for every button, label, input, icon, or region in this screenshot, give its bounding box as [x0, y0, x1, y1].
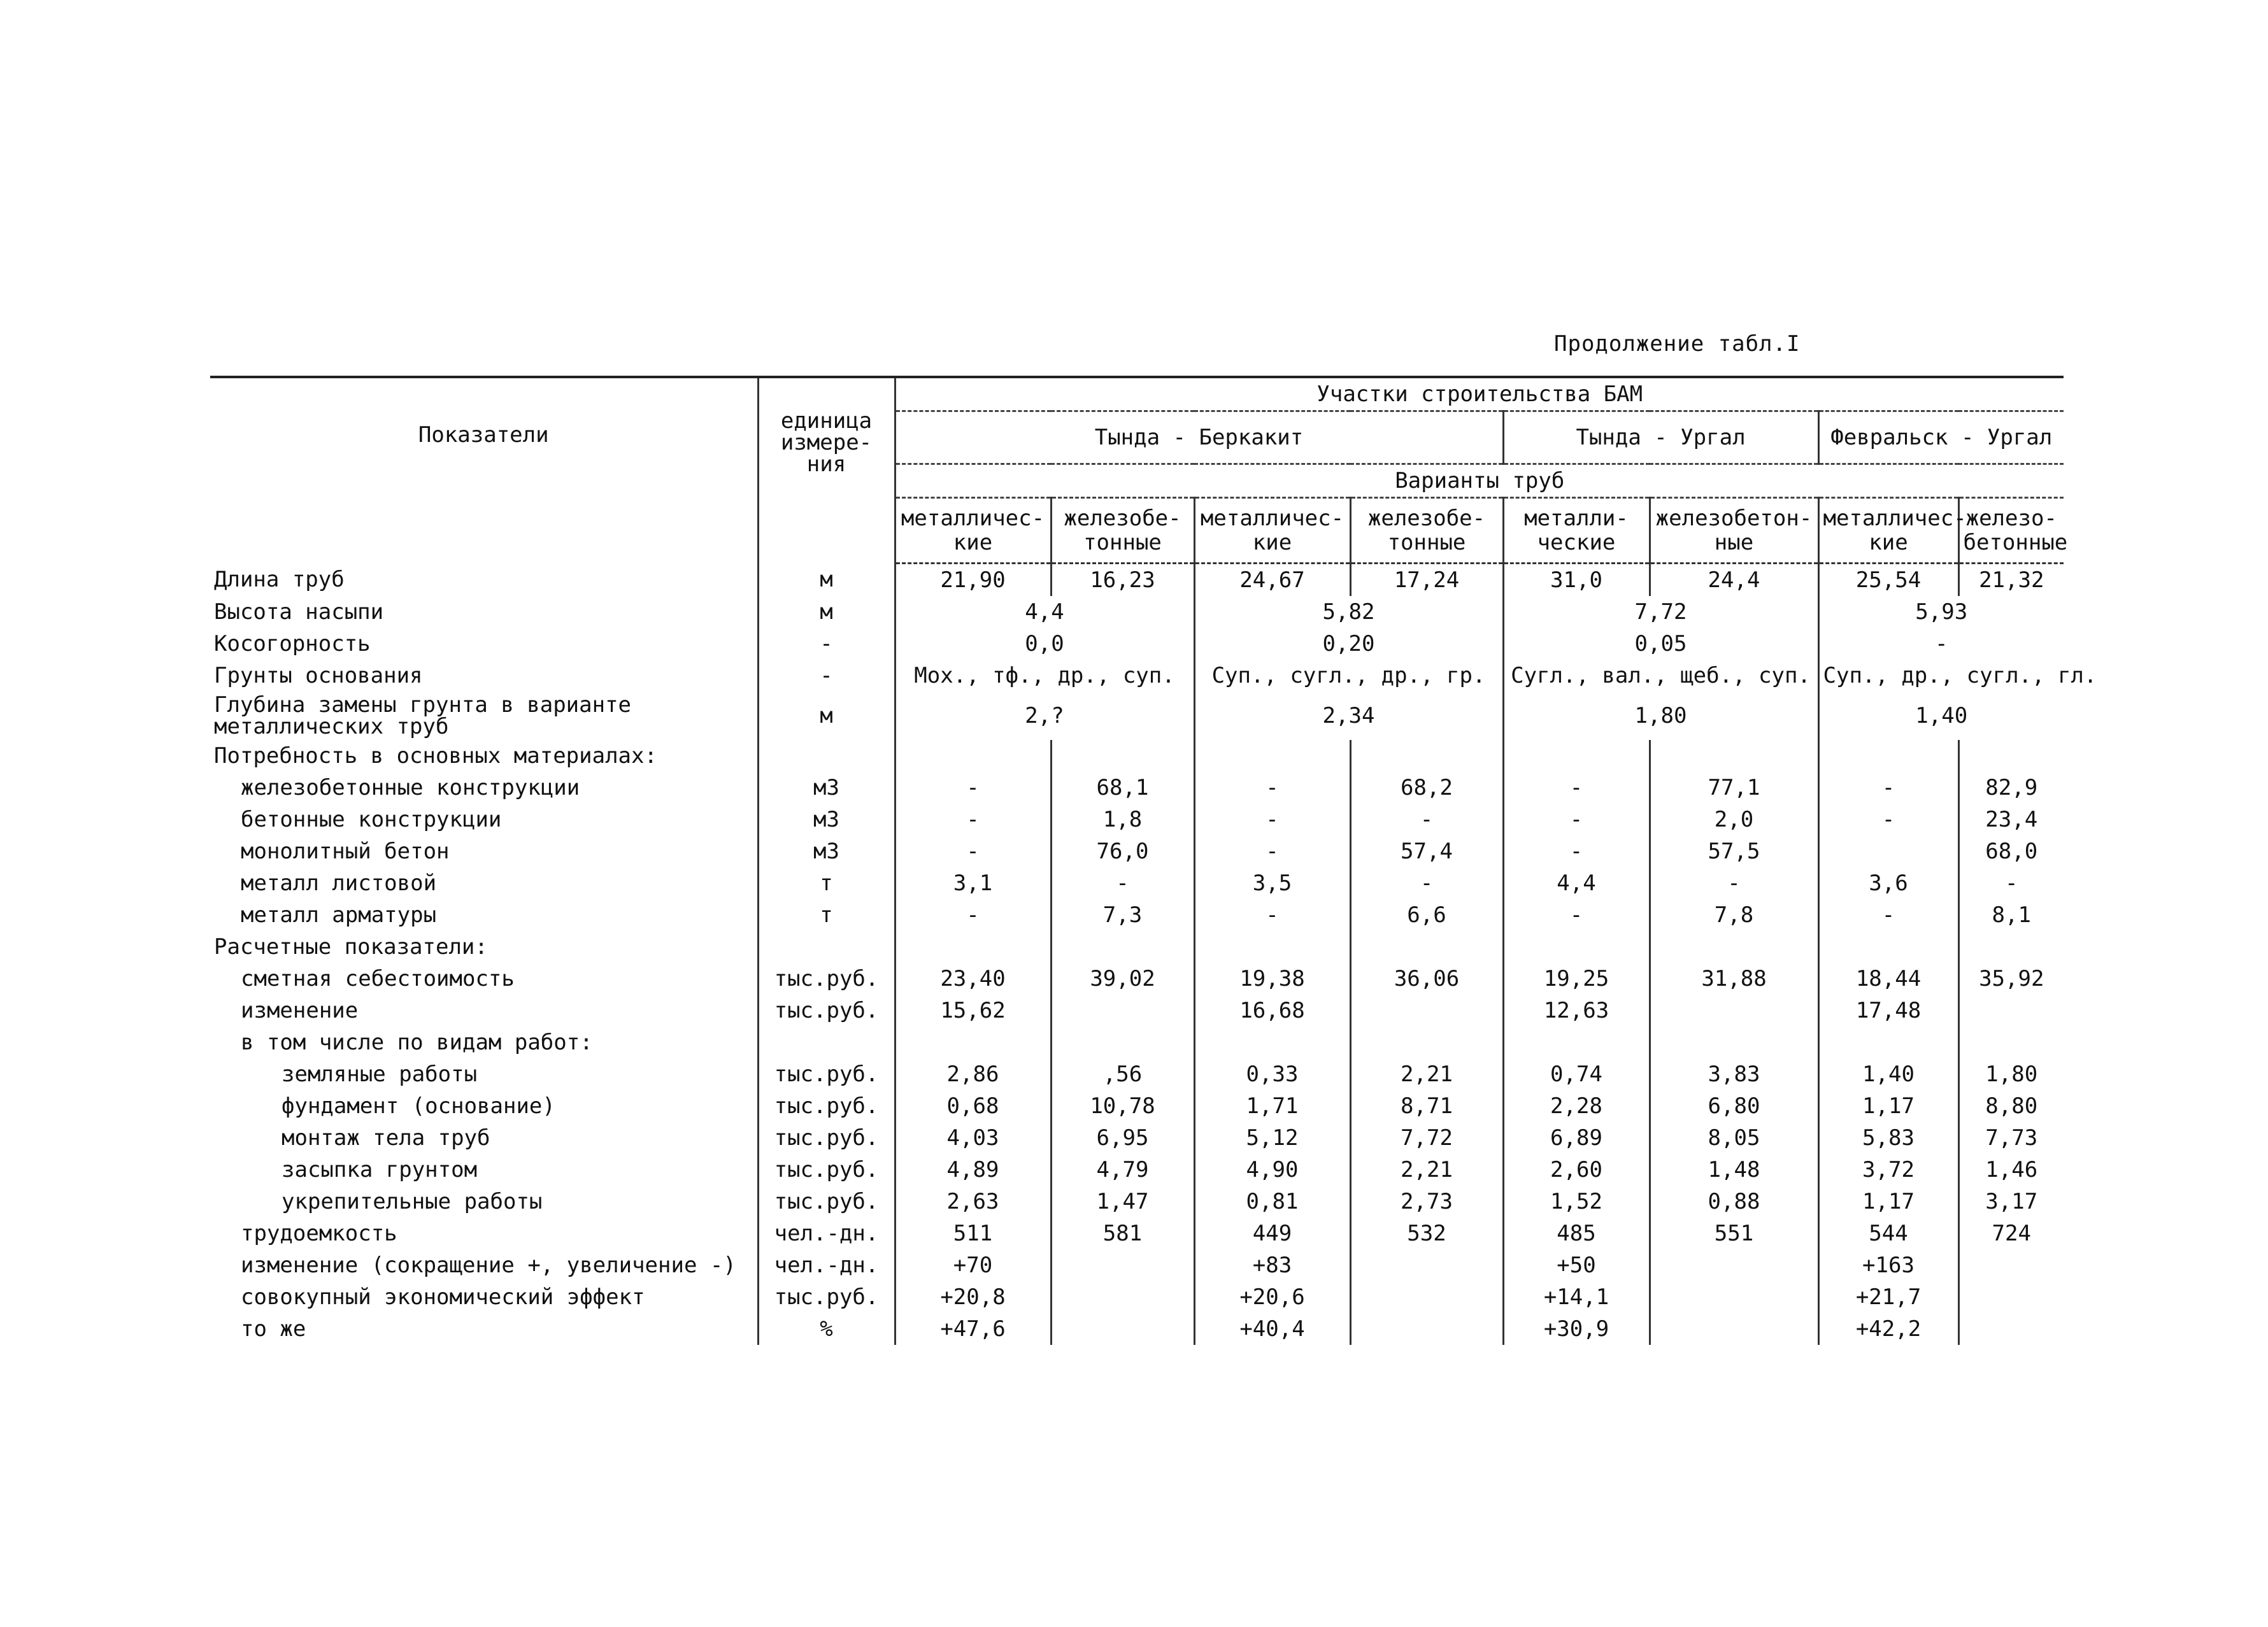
- cell-value: 35,92: [1958, 963, 2064, 995]
- cell-value: 16,68: [1194, 995, 1350, 1027]
- empty-cell: [1194, 1027, 1350, 1058]
- cell-value: 8,80: [1958, 1090, 2064, 1122]
- empty-cell: [1958, 931, 2064, 963]
- cell-value: 5,12: [1194, 1122, 1350, 1154]
- cell-value: 2,21: [1350, 1058, 1503, 1090]
- cell-value: 4,90: [1194, 1154, 1350, 1186]
- empty-cell: [1818, 931, 1958, 963]
- cell-value: 16,23: [1051, 564, 1194, 597]
- cell-value: 1,48: [1650, 1154, 1818, 1186]
- cell-value: 21,32: [1958, 564, 2064, 597]
- cell-value: [1650, 1281, 1818, 1313]
- row-unit: м3: [758, 835, 895, 867]
- variant-header: металли- ческие: [1503, 498, 1650, 564]
- cell-value: 68,2: [1350, 772, 1503, 804]
- cell-value: 3,83: [1650, 1058, 1818, 1090]
- cell-value: 57,5: [1650, 835, 1818, 867]
- header-sections-title: Участки строительства БАМ: [895, 377, 2064, 411]
- row-label: Потребность в основных материалах:: [214, 743, 657, 769]
- row-label: то же: [241, 1316, 306, 1342]
- cell-value: 4,89: [895, 1154, 1051, 1186]
- cell-span-value: 7,72: [1503, 596, 1818, 628]
- table-row: [210, 1027, 2064, 1058]
- cell-value: -: [1350, 867, 1503, 899]
- cell-value: 4,4: [1503, 867, 1650, 899]
- empty-cell: [1818, 740, 1958, 772]
- empty-cell: [1194, 931, 1350, 963]
- cell-value: +20,8: [895, 1281, 1051, 1313]
- cell-value: +50: [1503, 1249, 1650, 1281]
- cell-value: 76,0: [1051, 835, 1194, 867]
- cell-value: 2,0: [1650, 804, 1818, 835]
- empty-cell: [895, 740, 1051, 772]
- cell-value: [1958, 1249, 2064, 1281]
- variant-header: железобетон- ные: [1650, 498, 1818, 564]
- row-label: фундамент (основание): [282, 1093, 555, 1119]
- cell-value: 77,1: [1650, 772, 1818, 804]
- data-table: [210, 376, 2097, 1345]
- cell-value: 17,24: [1350, 564, 1503, 597]
- empty-cell: [1051, 740, 1194, 772]
- variant-header: металличес- кие: [1194, 498, 1350, 564]
- empty-cell: [1350, 931, 1503, 963]
- table-row: [210, 692, 2064, 740]
- section-tynda-berkakit: Тында - Беркакит: [895, 411, 1503, 464]
- row-unit: [758, 931, 895, 963]
- cell-value: 18,44: [1818, 963, 1958, 995]
- cell-span-value: 0,20: [1194, 628, 1503, 660]
- row-unit: м3: [758, 772, 895, 804]
- table-row: [210, 1090, 2064, 1122]
- empty-cell: [1503, 1027, 1650, 1058]
- table-row: [210, 899, 2064, 931]
- cell-value: 68,1: [1051, 772, 1194, 804]
- cell-value: 544: [1818, 1218, 1958, 1249]
- variant-header: железобе- тонные: [1350, 498, 1503, 564]
- cell-span-value: 2,34: [1194, 692, 1503, 740]
- row-label: монолитный бетон: [241, 839, 450, 864]
- table-row: [210, 804, 2064, 835]
- cell-span-value: Суп., сугл., др., гр.: [1194, 660, 1503, 692]
- row-unit: м: [758, 692, 895, 740]
- empty-cell: [1958, 740, 2064, 772]
- row-unit: т: [758, 867, 895, 899]
- table-row: [210, 596, 2064, 628]
- cell-span-value: Суп., др., сугл., гл.: [1818, 660, 2064, 692]
- table-row: [210, 835, 2064, 867]
- empty-cell: [1051, 931, 1194, 963]
- cell-span-value: 0,0: [895, 628, 1194, 660]
- cell-value: -: [1350, 804, 1503, 835]
- cell-value: -: [1818, 899, 1958, 931]
- row-unit: тыс.руб.: [758, 1090, 895, 1122]
- row-unit: тыс.руб.: [758, 1058, 895, 1090]
- cell-value: +42,2: [1818, 1313, 1958, 1345]
- cell-value: [1051, 1249, 1194, 1281]
- cell-value: -: [1818, 804, 1958, 835]
- row-label: бетонные конструкции: [241, 807, 502, 832]
- cell-value: 0,81: [1194, 1186, 1350, 1218]
- cell-value: 3,5: [1194, 867, 1350, 899]
- cell-value: [1650, 995, 1818, 1027]
- cell-value: -: [895, 772, 1051, 804]
- cell-value: 31,0: [1503, 564, 1650, 597]
- cell-value: 10,78: [1051, 1090, 1194, 1122]
- empty-cell: [1503, 931, 1650, 963]
- row-unit: тыс.руб.: [758, 1281, 895, 1313]
- cell-value: -: [1503, 804, 1650, 835]
- cell-value: 7,73: [1958, 1122, 2064, 1154]
- cell-value: 1,52: [1503, 1186, 1650, 1218]
- row-unit: тыс.руб.: [758, 1186, 895, 1218]
- cell-value: +163: [1818, 1249, 1958, 1281]
- empty-cell: [895, 1027, 1051, 1058]
- header-unit: единица измере- ния: [758, 377, 895, 564]
- cell-span-value: 5,82: [1194, 596, 1503, 628]
- cell-value: +47,6: [895, 1313, 1051, 1345]
- cell-value: +21,7: [1818, 1281, 1958, 1313]
- row-label: сметная себестоимость: [241, 966, 515, 991]
- section-tynda-urgal: Тында - Ургал: [1503, 411, 1818, 464]
- empty-cell: [1958, 1027, 2064, 1058]
- cell-value: 1,17: [1818, 1090, 1958, 1122]
- cell-value: +30,9: [1503, 1313, 1650, 1345]
- row-label: металл листовой: [241, 870, 437, 896]
- section-fevralsk-urgal: Февральск - Ургал: [1818, 411, 2064, 464]
- table-row: [210, 931, 2064, 963]
- cell-value: 6,95: [1051, 1122, 1194, 1154]
- cell-value: 511: [895, 1218, 1051, 1249]
- row-unit: м: [758, 596, 895, 628]
- cell-value: 8,71: [1350, 1090, 1503, 1122]
- row-unit: тыс.руб.: [758, 963, 895, 995]
- cell-value: 449: [1194, 1218, 1350, 1249]
- cell-value: 485: [1503, 1218, 1650, 1249]
- row-unit: тыс.руб.: [758, 1122, 895, 1154]
- table-row: [210, 564, 2064, 597]
- cell-value: 19,38: [1194, 963, 1350, 995]
- cell-value: 1,40: [1818, 1058, 1958, 1090]
- cell-value: 7,72: [1350, 1122, 1503, 1154]
- row-unit: [758, 740, 895, 772]
- cell-value: 1,71: [1194, 1090, 1350, 1122]
- cell-value: [1051, 1313, 1194, 1345]
- cell-value: 551: [1650, 1218, 1818, 1249]
- row-label: Высота насыпи: [214, 599, 384, 625]
- table-row: [210, 1154, 2064, 1186]
- empty-cell: [1350, 740, 1503, 772]
- variant-header: железобе- тонные: [1051, 498, 1194, 564]
- row-unit: [758, 1027, 895, 1058]
- table-row: [210, 628, 2064, 660]
- row-label: Длина труб: [214, 567, 345, 593]
- cell-value: -: [895, 835, 1051, 867]
- empty-cell: [1503, 740, 1650, 772]
- variant-header: железо- бетонные: [1958, 498, 2064, 564]
- cell-value: [1350, 1313, 1503, 1345]
- cell-value: [1051, 1281, 1194, 1313]
- empty-cell: [1650, 1027, 1818, 1058]
- row-label: изменение: [241, 998, 359, 1023]
- cell-value: 6,80: [1650, 1090, 1818, 1122]
- cell-span-value: 1,80: [1503, 692, 1818, 740]
- empty-cell: [1650, 740, 1818, 772]
- cell-value: -: [1650, 867, 1818, 899]
- table-row: [210, 995, 2064, 1027]
- cell-value: [1958, 1281, 2064, 1313]
- row-label: Расчетные показатели:: [214, 934, 488, 960]
- cell-value: -: [895, 804, 1051, 835]
- cell-value: [1958, 1313, 2064, 1345]
- empty-cell: [1350, 1027, 1503, 1058]
- table-row: [210, 1249, 2064, 1281]
- cell-value: 82,9: [1958, 772, 2064, 804]
- cell-value: 39,02: [1051, 963, 1194, 995]
- cell-value: 532: [1350, 1218, 1503, 1249]
- cell-value: ,56: [1051, 1058, 1194, 1090]
- cell-value: -: [1194, 804, 1350, 835]
- cell-value: 3,72: [1818, 1154, 1958, 1186]
- cell-value: 36,06: [1350, 963, 1503, 995]
- cell-value: 7,8: [1650, 899, 1818, 931]
- row-label: монтаж тела труб: [282, 1125, 490, 1151]
- cell-span-value: 4,4: [895, 596, 1194, 628]
- row-label: укрепительные работы: [282, 1189, 543, 1214]
- cell-value: 1,17: [1818, 1186, 1958, 1218]
- cell-value: 0,74: [1503, 1058, 1650, 1090]
- cell-value: [1350, 1249, 1503, 1281]
- cell-value: -: [1958, 867, 2064, 899]
- table-row: [210, 1313, 2064, 1345]
- cell-value: 3,17: [1958, 1186, 2064, 1218]
- cell-span-value: 2,?: [895, 692, 1194, 740]
- table-caption: Продолжение табл.I: [1554, 331, 1801, 357]
- cell-value: 1,8: [1051, 804, 1194, 835]
- row-label: в том числе по видам работ:: [241, 1030, 593, 1055]
- row-unit: м3: [758, 804, 895, 835]
- cell-value: -: [1051, 867, 1194, 899]
- row-label: металл арматуры: [241, 902, 437, 928]
- cell-span-value: Сугл., вал., щеб., суп.: [1503, 660, 1818, 692]
- cell-value: 4,79: [1051, 1154, 1194, 1186]
- cell-value: 4,03: [895, 1122, 1051, 1154]
- cell-value: +20,6: [1194, 1281, 1350, 1313]
- row-unit: чел.-дн.: [758, 1218, 895, 1249]
- cell-value: 15,62: [895, 995, 1051, 1027]
- header-variants-title: Варианты труб: [895, 464, 2064, 498]
- cell-value: 3,6: [1818, 867, 1958, 899]
- cell-value: 57,4: [1350, 835, 1503, 867]
- cell-value: -: [1503, 835, 1650, 867]
- row-unit: чел.-дн.: [758, 1249, 895, 1281]
- cell-value: 0,68: [895, 1090, 1051, 1122]
- cell-value: 1,80: [1958, 1058, 2064, 1090]
- cell-value: 12,63: [1503, 995, 1650, 1027]
- table-row: [210, 1281, 2064, 1313]
- table-row: [210, 867, 2064, 899]
- cell-value: -: [1503, 772, 1650, 804]
- cell-value: [1818, 835, 1958, 867]
- cell-span-value: Мох., тф., др., суп.: [895, 660, 1194, 692]
- cell-value: 17,48: [1818, 995, 1958, 1027]
- cell-value: 3,1: [895, 867, 1051, 899]
- cell-span-value: 1,40: [1818, 692, 2064, 740]
- cell-value: -: [1194, 835, 1350, 867]
- cell-value: 19,25: [1503, 963, 1650, 995]
- cell-value: 5,83: [1818, 1122, 1958, 1154]
- cell-value: -: [1194, 899, 1350, 931]
- cell-value: +40,4: [1194, 1313, 1350, 1345]
- variant-header: металличес- кие: [1818, 498, 1958, 564]
- empty-cell: [895, 931, 1051, 963]
- empty-cell: [1650, 931, 1818, 963]
- table-row: [210, 740, 2064, 772]
- row-label: железобетонные конструкции: [241, 775, 580, 800]
- cell-value: 6,6: [1350, 899, 1503, 931]
- row-unit: -: [758, 628, 895, 660]
- cell-value: 0,88: [1650, 1186, 1818, 1218]
- cell-value: 2,86: [895, 1058, 1051, 1090]
- row-unit: -: [758, 660, 895, 692]
- cell-span-value: 5,93: [1818, 596, 2064, 628]
- cell-value: -: [1818, 772, 1958, 804]
- cell-value: 23,4: [1958, 804, 2064, 835]
- table-row: [210, 1186, 2064, 1218]
- cell-value: 24,67: [1194, 564, 1350, 597]
- cell-value: 2,21: [1350, 1154, 1503, 1186]
- header-indicators: Показатели: [210, 377, 758, 564]
- cell-value: 2,28: [1503, 1090, 1650, 1122]
- variant-header: металличес- кие: [895, 498, 1051, 564]
- row-label: земляные работы: [282, 1062, 478, 1087]
- cell-value: 31,88: [1650, 963, 1818, 995]
- cell-value: 8,05: [1650, 1122, 1818, 1154]
- cell-value: 68,0: [1958, 835, 2064, 867]
- cell-value: 1,47: [1051, 1186, 1194, 1218]
- cell-value: -: [1194, 772, 1350, 804]
- cell-value: 724: [1958, 1218, 2064, 1249]
- row-unit: м: [758, 564, 895, 597]
- cell-span-value: 0,05: [1503, 628, 1818, 660]
- cell-value: +83: [1194, 1249, 1350, 1281]
- row-label: Грунты основания: [214, 663, 423, 688]
- cell-value: [1650, 1313, 1818, 1345]
- cell-value: +14,1: [1503, 1281, 1650, 1313]
- cell-value: [1958, 995, 2064, 1027]
- cell-value: 6,89: [1503, 1122, 1650, 1154]
- row-label: засыпка грунтом: [282, 1157, 478, 1183]
- row-unit: тыс.руб.: [758, 995, 895, 1027]
- row-label: изменение (сокращение +, увеличение -): [241, 1253, 736, 1278]
- table-row: [210, 963, 2064, 995]
- cell-value: -: [1503, 899, 1650, 931]
- cell-value: 23,40: [895, 963, 1051, 995]
- row-label: Глубина замены грунта в варианте металлических труб: [214, 692, 632, 739]
- cell-value: [1650, 1249, 1818, 1281]
- cell-value: [1051, 995, 1194, 1027]
- cell-value: 0,33: [1194, 1058, 1350, 1090]
- cell-value: 8,1: [1958, 899, 2064, 931]
- cell-value: 581: [1051, 1218, 1194, 1249]
- table-row: [210, 1218, 2064, 1249]
- cell-value: [1350, 995, 1503, 1027]
- cell-value: 1,46: [1958, 1154, 2064, 1186]
- cell-value: 25,54: [1818, 564, 1958, 597]
- cell-value: [1350, 1281, 1503, 1313]
- row-unit: %: [758, 1313, 895, 1345]
- row-label: совокупный экономический эффект: [241, 1284, 645, 1310]
- empty-cell: [1194, 740, 1350, 772]
- cell-value: 2,63: [895, 1186, 1051, 1218]
- table-row: [210, 1058, 2064, 1090]
- empty-cell: [1818, 1027, 1958, 1058]
- row-label: Косогорность: [214, 631, 371, 657]
- cell-value: 2,60: [1503, 1154, 1650, 1186]
- cell-value: +70: [895, 1249, 1051, 1281]
- cell-value: -: [895, 899, 1051, 931]
- table-row: [210, 1122, 2064, 1154]
- cell-value: 2,73: [1350, 1186, 1503, 1218]
- table-row: [210, 772, 2064, 804]
- row-label: трудоемкость: [241, 1221, 397, 1246]
- cell-value: 24,4: [1650, 564, 1818, 597]
- empty-cell: [1051, 1027, 1194, 1058]
- cell-value: 7,3: [1051, 899, 1194, 931]
- cell-value: 21,90: [895, 564, 1051, 597]
- row-unit: т: [758, 899, 895, 931]
- table-row: [210, 660, 2064, 692]
- cell-span-value: -: [1818, 628, 2064, 660]
- row-unit: тыс.руб.: [758, 1154, 895, 1186]
